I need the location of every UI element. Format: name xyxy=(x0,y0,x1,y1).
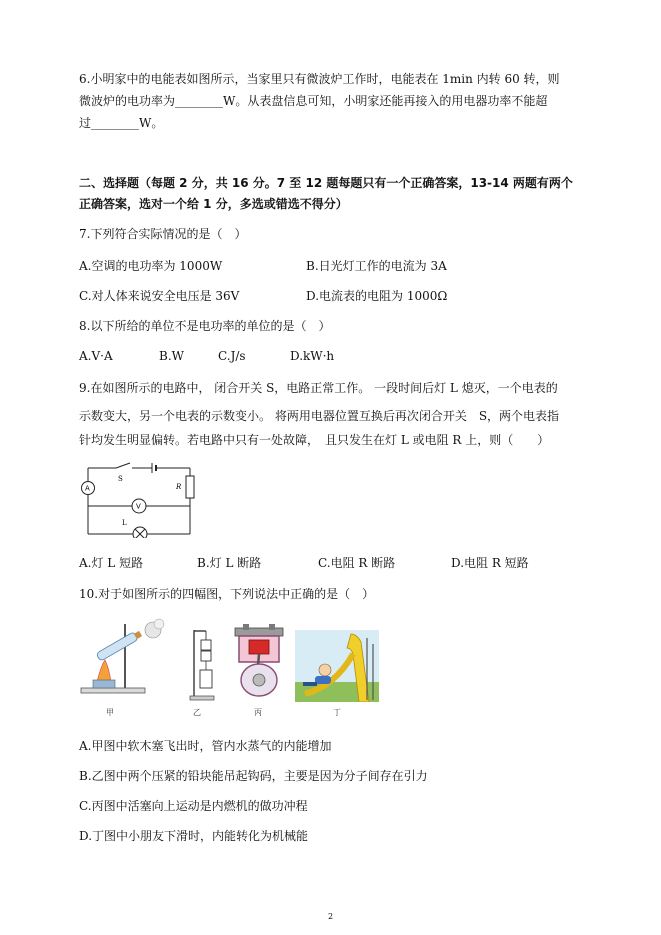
q8-option-c: C.J/s xyxy=(218,349,246,363)
q9-option-c: C.电阻 R 断路 xyxy=(318,556,396,570)
section-heading-line-1: 二、选择题（每题 2 分，共 16 分。7 至 12 题每题只有一个正确答案，13-14 两题有两个 xyxy=(79,176,573,190)
q7-option-b: B.日光灯工作的电流为 3A xyxy=(306,259,447,273)
ammeter-label: A xyxy=(85,484,90,493)
q9-line-1: 9.在如图所示的电路中， 闭合开关 S，电路正常工作。 一段时间后灯 L 熄灭，一个电表的 xyxy=(79,381,558,395)
figure-ding-slide xyxy=(295,630,379,702)
caption-ding: 丁 xyxy=(333,708,341,717)
q7-option-a: A.空调的电功率为 1000W xyxy=(79,259,223,273)
circuit-diagram xyxy=(78,462,198,538)
lamp-label: L xyxy=(122,519,127,527)
q9-line-3: 针均发生明显偏转。若电路中只有一处故障， 且只发生在灯 L 或电阻 R 上，则（ ） xyxy=(79,433,550,447)
voltmeter-label: V xyxy=(136,502,141,511)
figure-jia-test-tube xyxy=(77,616,169,702)
q10-stem: 10.对于如图所示的四幅图，下列说法中正确的是（ ） xyxy=(79,587,375,601)
resistor-label: R xyxy=(176,483,182,491)
caption-bing: 丙 xyxy=(254,708,262,717)
q8-option-d: D.kW·h xyxy=(290,349,335,363)
q6-line-2: 微波炉的电功率为________W。从表盘信息可知，小明家还能再接入的用电器功率不能超 xyxy=(79,94,548,108)
page-number: 2 xyxy=(328,912,334,921)
q7-stem: 7.下列符合实际情况的是（ ） xyxy=(79,227,247,241)
q8-stem: 8.以下所给的单位不是电功率的单位的是（ ） xyxy=(79,319,331,333)
q6-line-3: 过________W。 xyxy=(79,116,164,130)
q8-option-a: A.V·A xyxy=(79,349,113,363)
q10-option-c: C.丙图中活塞向上运动是内燃机的做功冲程 xyxy=(79,799,308,813)
section-heading-line-2: 正确答案，选对一个给 1 分，多选或错选不得分） xyxy=(79,197,348,211)
q10-option-b: B.乙图中两个压紧的铅块能吊起钩码，主要是因为分子间存在引力 xyxy=(79,769,428,783)
q8-option-b: B.W xyxy=(159,349,184,363)
q9-line-2: 示数变大，另一个电表的示数变小。 将两用电器位置互换后再次闭合开关 S，两个电表指 xyxy=(79,409,560,423)
q9-option-d: D.电阻 R 短路 xyxy=(451,556,529,570)
caption-yi: 乙 xyxy=(193,708,201,717)
q10-option-a: A.甲图中软木塞飞出时，管内水蒸气的内能增加 xyxy=(79,739,332,753)
q9-option-b: B.灯 L 断路 xyxy=(197,556,262,570)
figure-bing-engine xyxy=(231,622,287,702)
caption-jia: 甲 xyxy=(106,708,114,717)
q7-option-d: D.电流表的电阻为 1000Ω xyxy=(306,289,448,303)
switch-label: S xyxy=(118,475,123,483)
q7-option-c: C.对人体来说安全电压是 36V xyxy=(79,289,240,303)
figure-yi-lead-blocks xyxy=(188,628,224,702)
q6-line-1: 6.小明家中的电能表如图所示，当家里只有微波炉工作时，电能表在 1min 内转 60 转，则 xyxy=(79,72,560,86)
q9-option-a: A.灯 L 短路 xyxy=(79,556,144,570)
q10-option-d: D.丁图中小朋友下滑时，内能转化为机械能 xyxy=(79,829,309,843)
